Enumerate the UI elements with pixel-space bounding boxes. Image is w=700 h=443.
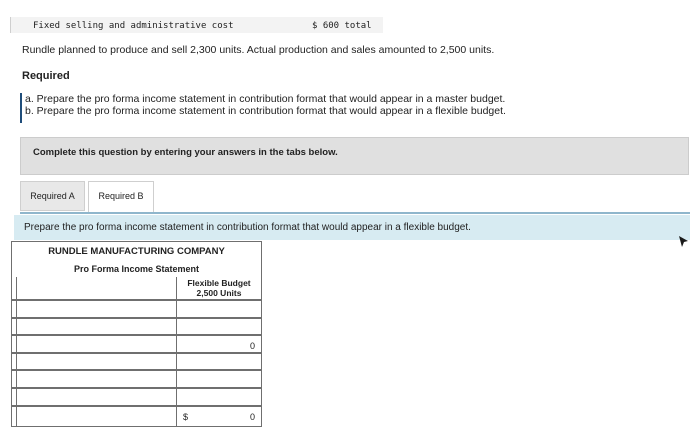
row-label-input[interactable] <box>18 355 174 369</box>
mouse-cursor-icon <box>679 236 688 247</box>
row-divider <box>11 369 262 371</box>
row-divider <box>11 299 262 301</box>
tab-underline <box>20 212 690 214</box>
row-divider <box>11 405 262 407</box>
complete-notice-text: Complete this question by entering your answers in the tabs below. <box>33 147 338 158</box>
tab-required-b[interactable]: Required B <box>88 181 154 213</box>
amount-input[interactable] <box>178 320 260 334</box>
company-name: RUNDLE MANUFACTURING COMPANY <box>48 246 225 257</box>
row-label-input[interactable] <box>18 320 174 334</box>
subtotal-value: 0 <box>250 341 256 351</box>
amount-input[interactable] <box>178 302 260 316</box>
required-item-a: a. Prepare the pro forma income statement in contribution format that would appear in a master budget. <box>25 93 506 105</box>
tab-required-a[interactable]: Required A <box>20 181 85 211</box>
row-label-input[interactable] <box>18 302 174 316</box>
required-heading: Required <box>22 70 70 82</box>
row-label-input[interactable] <box>18 372 174 386</box>
total-value: 0 <box>250 412 256 422</box>
amount-input[interactable] <box>178 390 260 404</box>
row-divider <box>11 334 262 336</box>
row-label-input[interactable] <box>18 390 174 404</box>
required-item-b: b. Prepare the pro forma income statement in contribution format that would appear in a flexible budget. <box>25 105 506 117</box>
amount-input[interactable] <box>178 355 260 369</box>
currency-symbol: $ <box>183 412 189 422</box>
column-header-units: 2,500 Units <box>196 288 242 298</box>
column-header <box>177 278 261 298</box>
row-divider <box>11 317 262 319</box>
row-label-input[interactable] <box>18 410 174 424</box>
instruction-text: Prepare the pro forma income statement in contribution format that would appear in a flexible budget. <box>24 222 471 233</box>
column-header-title: Flexible Budget <box>187 278 251 288</box>
required-list <box>20 93 506 123</box>
row-divider <box>11 352 262 354</box>
amount-input[interactable] <box>178 372 260 386</box>
statement-title: Pro Forma Income Statement <box>73 264 200 274</box>
fixed-cost-value: $ 600 total <box>312 21 372 31</box>
intro-text: Rundle planned to produce and sell 2,300 units. Actual production and sales amounted to 2,500 units. <box>22 44 495 56</box>
row-divider <box>11 387 262 389</box>
row-label-input[interactable] <box>18 337 174 351</box>
fixed-cost-label: Fixed selling and administrative cost <box>33 21 234 31</box>
